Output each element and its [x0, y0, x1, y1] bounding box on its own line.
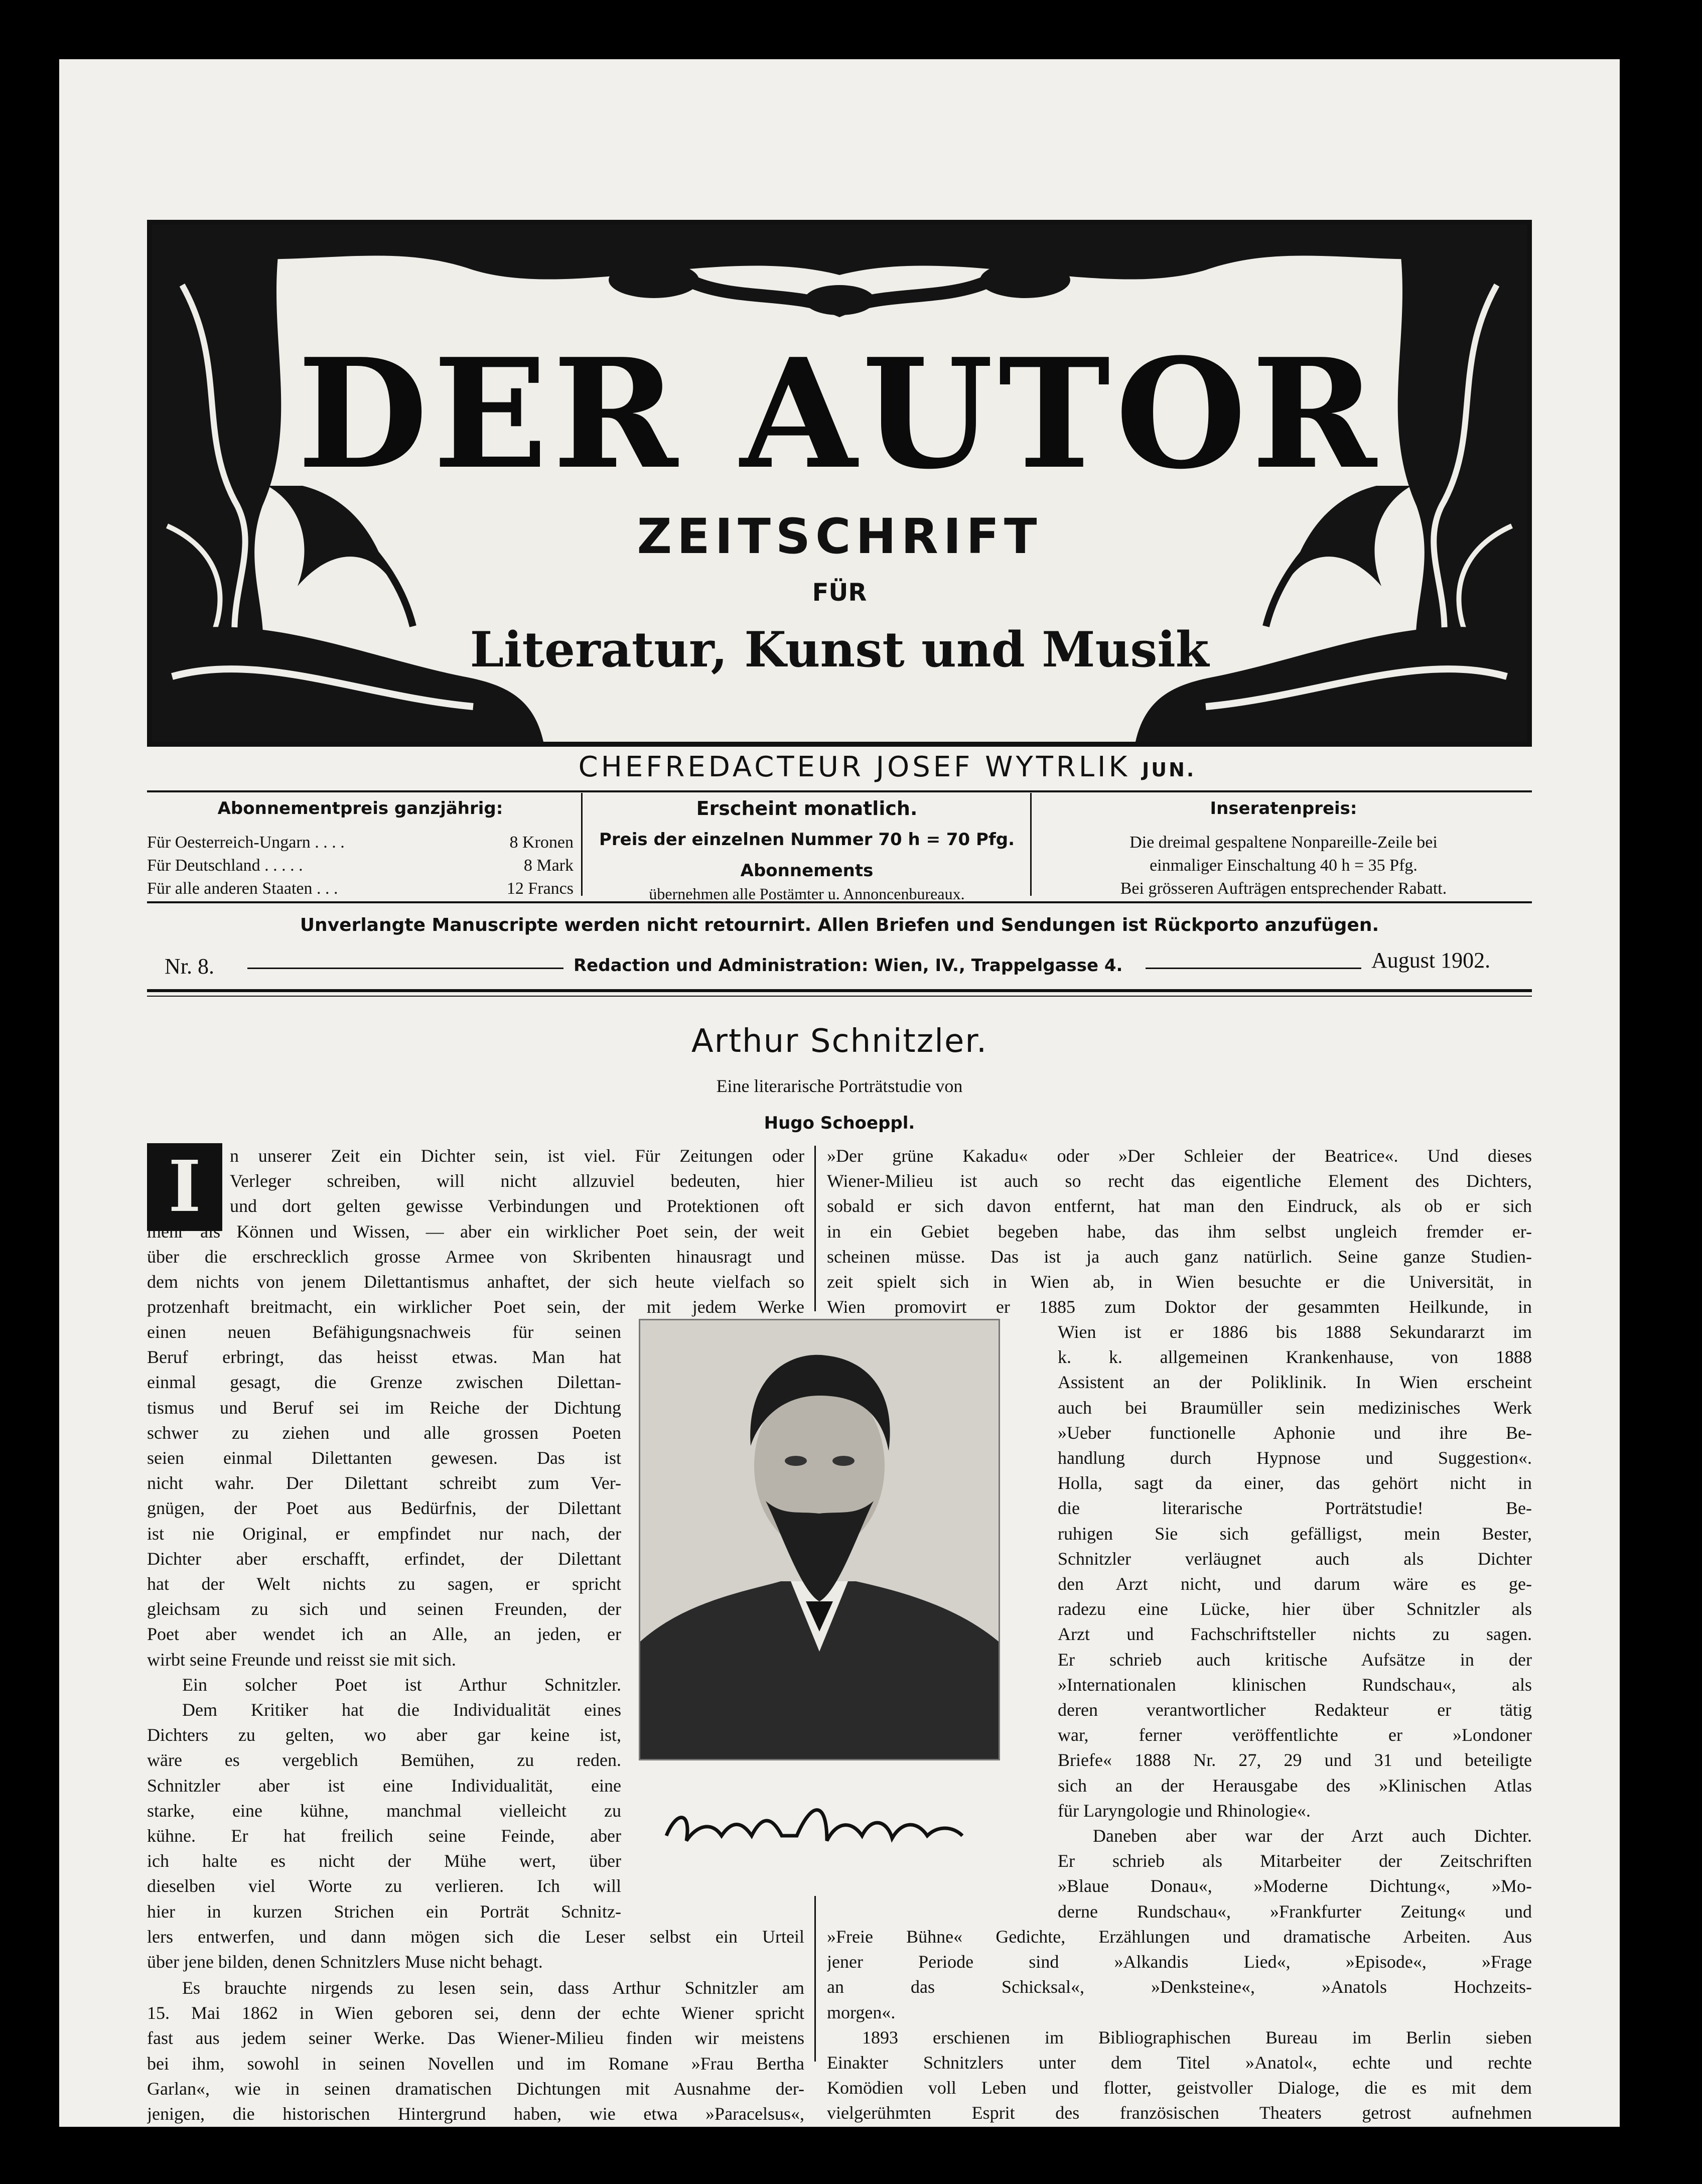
ads-line: Die dreimal gespaltene Nonpareille-Zeile bei	[1129, 833, 1438, 852]
bar-dash-left	[247, 968, 563, 969]
ads-line: einmaliger Einschaltung 40 h = 35 Pfg.	[1150, 856, 1417, 875]
issue-info-block	[586, 797, 1028, 905]
left-column-narrow: einen neuen Befähigungsnachweis für seinen Beruf erbringt, das heisst etwas. Man hat einmal gesagt, die Grenze zwischen Dilettan- tismus und Beruf sei im Reiche der Dichtung schwer zu ziehen und alle grossen Poeten seien einmal Dilettanten gewesen. Das ist nicht wahr. Der Dilettant schreibt zum Ver- gnügen, der Poet aus Bedürfnis, der Dilettant ist nie Original, er empfindet nur nach, der Dichter aber erschafft, erfindet, der Dilettant hat der Welt nichts zu sagen, er spricht gleichsam zu sich und seinen Freunden, der Poet aber wendet ich an Alle, an jeden, er wirbt seine Freunde und reisst sie mit sich. Ein solcher Poet ist Arthur Schnitzler. Dem Kritiker hat die Individualität eines Dichters zu gelten, wo aber gar keine ist, wäre es vergeblich Bemühen, zu reden. Schnitzler aber ist eine Individualität, eine starke, eine kühne, manchmal vielleicht zu kühne. Er hat freilich seine Feinde, aber ich halte es nicht der Mühe wert, über dieselben viel Worte zu verlieren. Ich will hier in kurzen Strichen ein Porträt Schnitz-	[147, 1322, 621, 1922]
left-column-bottom: Es brauchte nirgends zu lesen sein, dass Arthur Schnitzler am 15. Mai 1862 in Wien geboren sei, denn der echte Wiener spricht fast aus jedem seiner Werke. Das Wiener-Milieu finden wir meistens bei ihm, sowohl in seinen Novellen und im Romane »Frau Bertha Garlan«, wie in seinen dramatischen Dichtungen mit Ausnahme der- jenigen, die historischen Hintergrund haben, wie etwa »Paracelsus«,	[147, 1978, 804, 2124]
issue-number: Nr. 8.	[165, 954, 214, 979]
masthead-fur: FÜR	[812, 579, 867, 607]
left-column-top: n unserer Zeit ein Dichter sein, ist viel. Für Zeitungen oder Verleger schreiben, will nicht allzuviel bedeuten, hier und dort gelten gewisse Verbindungen und Protektionen oft mehr als Können und Wissen, — aber ein wirklicher Poet sein, der weit über die erschrecklich grosse Armee von Skribenten hinausragt und dem nichts von jenem Dilettantismus anhaftet, der sich heute vielfach so protzenhaft breitmacht, ein wirklicher Poet sein, der mit jedem Werke	[147, 1146, 804, 1317]
drop-cap: I	[147, 1143, 222, 1231]
issue-price: Preis der einzelnen Nummer 70 h = 70 Pfg.	[599, 830, 1015, 850]
ads-line: Bei grösseren Aufträgen entsprechender Rabatt.	[1120, 879, 1447, 898]
subscription-block	[147, 797, 574, 900]
signature	[636, 1781, 998, 1871]
portrait-figure	[640, 1320, 999, 1759]
left-column-wrap-lines: lers entwerfen, und dann mögen sich die Leser selbst ein Urteil über jene bilden, denen Schnitzlers Muse nicht behagt.	[147, 1927, 804, 1972]
ads-heading: Inseratenpreis:	[1210, 798, 1357, 818]
masthead-tagline: Literatur, Kunst und Musik	[470, 621, 1209, 678]
header-double-rule	[147, 989, 1532, 992]
right-column-bottom: »Freie Bühne« Gedichte, Erzählungen und dramatische Arbeiten. Aus jener Periode sind »Alkandis Lied«, »Episode«, »Frage an das Schicksal«, »Denksteine«, »Anatols Hochzeits- morgen«. 1893 erschienen im Bibliographischen Bureau im Berlin sieben Einakter Schnitzlers unter dem Titel »Anatol«, echte und rechte Komödien voll Leben und flotter, geistvoller Dialoge, die es mit dem vielgerühmten Esprit des französischen Theaters getrost aufnehmen	[827, 1927, 1532, 2123]
chief-editor-suffix: JUN.	[1142, 759, 1196, 781]
editorial-address: Redaction und Administration: Wien, IV., Trappelgasse 4.	[574, 956, 1123, 976]
portrait-photo	[639, 1319, 1000, 1760]
infobox-divider-right	[1030, 793, 1032, 896]
masthead-title: DER AUTOR	[297, 325, 1382, 502]
signature-text: Arthur Schnitzler	[763, 1857, 871, 1871]
infobox-top-rule	[147, 790, 1532, 792]
abo-heading: Abonnements	[740, 861, 874, 881]
header-thin-rule	[147, 996, 1532, 997]
column-divider-top	[814, 1146, 816, 1311]
signature-scribble	[636, 1781, 998, 1871]
manuscript-notice: Unverlangte Manuscripte werden nicht retournirt. Allen Briefen und Sendungen ist Rückporto anzufügen.	[300, 915, 1379, 935]
issue-date: August 1902.	[1371, 948, 1491, 973]
bar-dash-right	[1146, 968, 1361, 969]
masthead-banner	[147, 220, 1532, 747]
article-author: Hugo Schoeppl.	[764, 1113, 915, 1133]
chief-editor-line	[260, 751, 1514, 783]
subscription-row: Für Oesterreich-Ungarn . . . . 8 Kronen	[147, 833, 574, 852]
newspaper-page	[59, 59, 1620, 2127]
subscription-row: Für alle anderen Staaten . . . 12 Francs	[147, 879, 574, 898]
right-column-narrow: Wien ist er 1886 bis 1888 Sekundararzt im k. k. allgemeinen Krankenhause, von 1888 Assistent an der Poliklinik. In Wien erscheint auch bei Braumüller sein medizinisches Werk »Ueber functionelle Aphonie und ihre Be- handlung durch Hypnose und Suggestion«. Holla, sagt da einer, das gehört nicht in die literarische Porträtstudie! Be- ruhigen Sie sich gefälligst, mein Bester, Schnitzler verläugnet auch als Dichter den Arzt nicht, und darum wäre es ge- radezu eine Lücke, hier über Schnitzler als Arzt und Fachschriftsteller nichts zu sagen. Er schrieb auch kritische Aufsätze in der »Internationalen klinischen Rundschau«, als deren verantwortlicher Redakteur er tätig war, ferner veröffentlichte er »Londoner Briefe« 1888 Nr. 27, 29 und 31 und beteiligte sich an der Herausgabe des »Klinischen Atlas für Laryngologie und Rhinologie«. Daneben aber war der Arzt auch Dichter. Er schrieb als Mitarbeiter der Zeitschriften »Blaue Donau«, »Moderne Dichtung«, »Mo- derne Rundschau«, »Frankfurter Zeitung« und	[1058, 1322, 1532, 1922]
issue-frequency: Erscheint monatlich.	[696, 797, 918, 820]
right-column-top: »Der grüne Kakadu« oder »Der Schleier der Beatrice«. Und dieses Wiener-Milieu ist auch so recht das eigentliche Element des Dichters, sobald er sich davon entfernt, hat man den Eindruck, als ob er sich in ein Gebiet begeben habe, das ihm selbst ungleich fremder er- scheinen müsse. Das ist ja auch ganz natürlich. Seine ganze Studien- zeit spielt sich in Wien ab, in Wien besuchte er die Universität, in Wien promovirt er 1885 zum Doktor der gesammten Heilkunde, in	[827, 1146, 1532, 1317]
subscription-row: Für Deutschland . . . . . 8 Mark	[147, 856, 574, 875]
masthead-subtitle: ZEITSCHRIFT	[637, 508, 1042, 565]
article-subtitle: Eine literarische Porträtstudie von	[716, 1076, 963, 1096]
ads-block	[1035, 797, 1532, 900]
article-title: Arthur Schnitzler.	[691, 1023, 988, 1060]
column-divider-bottom	[814, 1896, 816, 2062]
infobox-divider-left	[581, 793, 583, 896]
subscription-heading: Abonnementpreis ganzjährig:	[217, 798, 503, 818]
abo-text: übernehmen alle Postämter u. Annoncenbureaux.	[649, 885, 965, 903]
chief-editor-name: CHEFREDACTEUR JOSEF WYTRLIK	[578, 751, 1130, 783]
